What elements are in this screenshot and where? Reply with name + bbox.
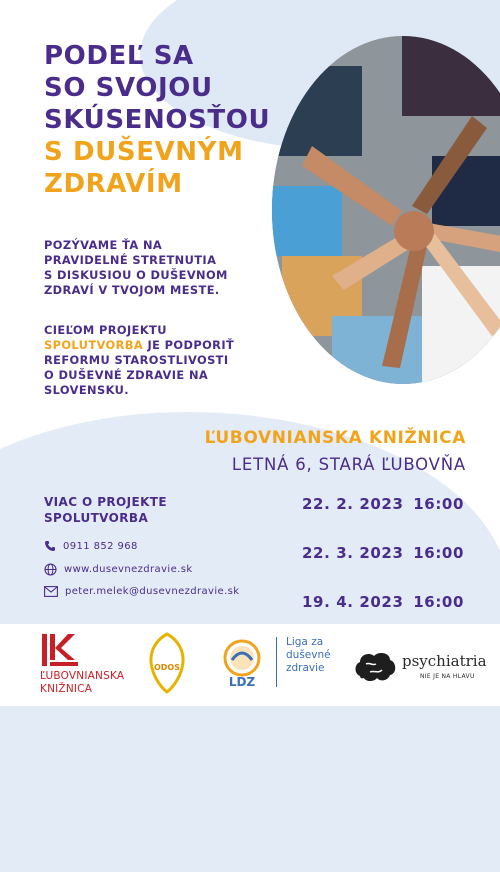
ldz-logo-line-2: duševné xyxy=(286,649,331,661)
project-goal-text xyxy=(44,323,234,398)
meeting-time: 16:00 xyxy=(413,495,464,513)
goal-line-5: SLOVENSKU. xyxy=(44,383,129,397)
phone-icon xyxy=(44,540,56,552)
library-logo-text xyxy=(40,670,124,696)
library-logo-line-1: ĽUBOVNIANSKA xyxy=(40,670,125,682)
meeting-time: 16:00 xyxy=(413,544,464,562)
meeting-date-row xyxy=(302,593,464,611)
phone-contact[interactable] xyxy=(44,540,138,552)
globe-icon xyxy=(44,563,57,576)
headline-line-3: SKÚSENOSŤOU xyxy=(44,105,271,135)
more-info-heading xyxy=(44,494,167,526)
ldz-logo-line-3: zdravie xyxy=(286,662,325,674)
meeting-date-row xyxy=(302,544,464,562)
brain-icon xyxy=(352,648,398,684)
meeting-date: 22. 2. 2023 xyxy=(302,495,404,513)
odos-logo-icon xyxy=(146,632,188,694)
phone-number: 0911 852 968 xyxy=(63,540,138,552)
psychiatria-logo-text: psychiatria xyxy=(402,652,487,670)
invitation-line-4: ZDRAVÍ V TVOJOM MESTE. xyxy=(44,283,220,297)
mail-icon xyxy=(44,586,58,597)
goal-line-2-rest: JE PODPORIŤ xyxy=(143,338,235,352)
meeting-date: 19. 4. 2023 xyxy=(302,593,404,611)
ldz-logo-line-1: Liga za xyxy=(286,636,324,648)
headline-line-1: PODEĽ SA xyxy=(44,41,194,71)
more-info-line-2: SPOLUTVORBA xyxy=(44,511,149,525)
venue-name: ĽUBOVNIANSKA KNIŽNICA xyxy=(204,428,466,448)
email-contact[interactable] xyxy=(44,586,239,597)
ldz-logo-mark: LDZ xyxy=(228,675,256,689)
library-logo-line-2: KNIŽNICA xyxy=(40,683,93,695)
venue-block xyxy=(205,428,466,474)
website-link: www.dusevnezdravie.sk xyxy=(64,564,193,575)
library-logo-icon xyxy=(42,634,78,668)
headline-line-4: S DUŠEVNÝM xyxy=(44,137,244,167)
meeting-date-row xyxy=(302,495,464,513)
web-contact[interactable] xyxy=(44,563,193,576)
project-name-highlight: SPOLUTVORBA xyxy=(44,338,144,352)
ldz-logo-divider xyxy=(276,637,277,687)
goal-line-3: REFORMU STAROSTLIVOSTI xyxy=(44,353,229,367)
invitation-text xyxy=(44,238,228,298)
venue-address: LETNÁ 6, STARÁ ĽUBOVŇA xyxy=(231,455,466,474)
goal-line-2 xyxy=(44,338,234,353)
odos-logo-text: ODOS xyxy=(153,663,181,672)
invitation-line-3: S DISKUSIOU O DUŠEVNOM xyxy=(44,268,228,282)
headline-line-2: SO SVOJOU xyxy=(44,73,213,103)
psychiatria-logo-subtitle: NIE JE NA HLAVU xyxy=(420,673,475,680)
headline xyxy=(44,40,270,200)
ldz-logo-text xyxy=(286,636,331,675)
goal-line-4: O DUŠEVNÉ ZDRAVIE NA xyxy=(44,368,209,382)
email-address: peter.melek@dusevnezdravie.sk xyxy=(65,586,240,597)
headline-line-5: ZDRAVÍM xyxy=(44,169,183,199)
more-info-line-1: VIAC O PROJEKTE xyxy=(44,495,167,509)
goal-line-1: CIEĽOM PROJEKTU xyxy=(44,323,167,337)
invitation-line-2: PRAVIDELNÉ STRETNUTIA xyxy=(44,253,217,267)
invitation-line-1: POZÝVAME ŤA NA xyxy=(44,238,163,252)
ldz-logo-icon xyxy=(220,638,264,690)
meeting-time: 16:00 xyxy=(413,593,464,611)
meeting-date: 22. 3. 2023 xyxy=(302,544,404,562)
